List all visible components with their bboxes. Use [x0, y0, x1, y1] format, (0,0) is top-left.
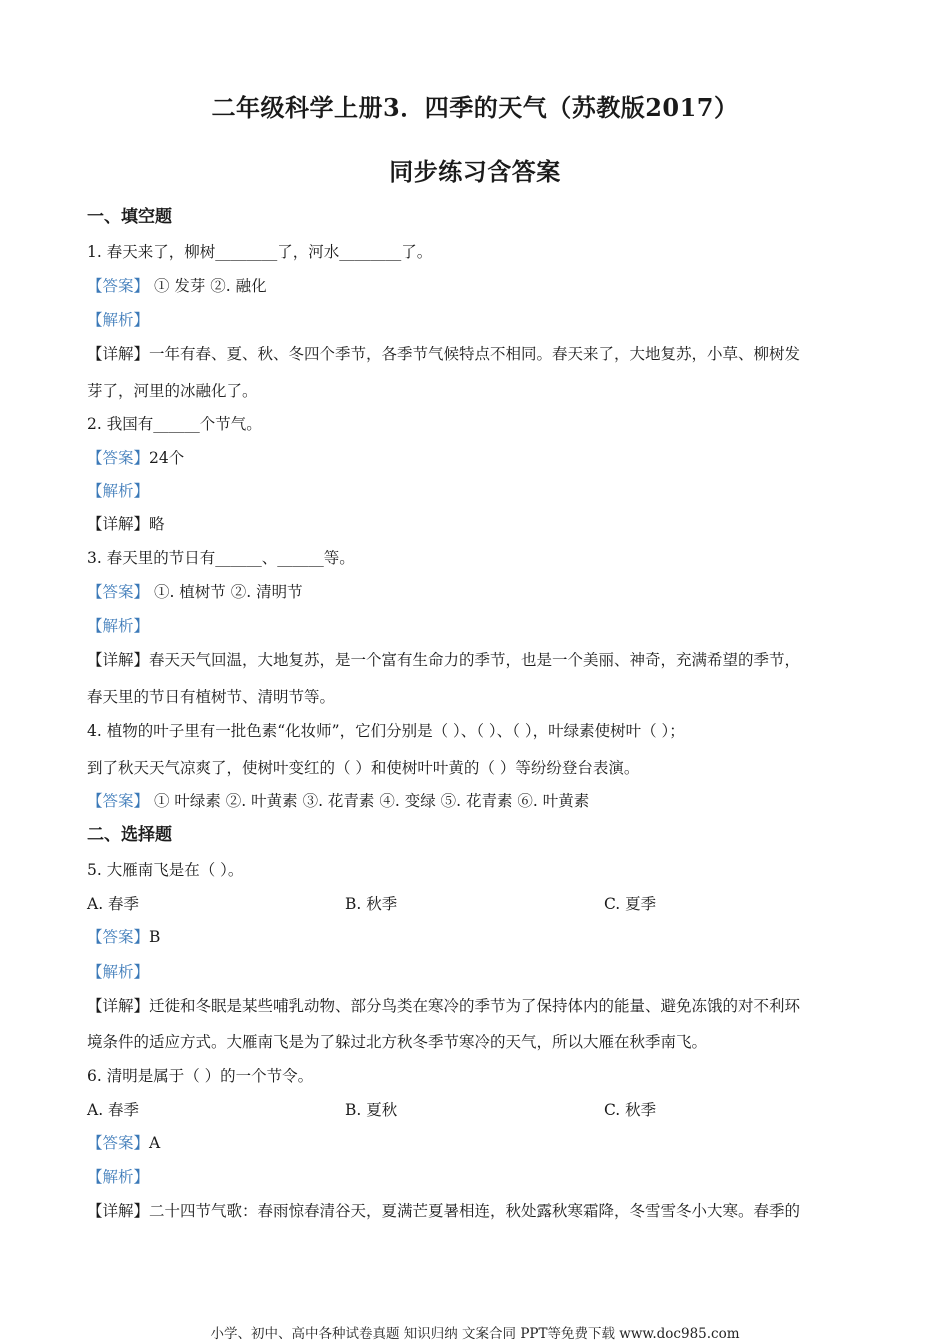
answer-text: ① 叶绿素 ②. 叶黄素 ③. 花青素 ④. 变绿 ⑤. 花青素 ⑥. 叶黄素: [149, 792, 590, 810]
analysis-5: [87, 962, 877, 982]
choice-a: A. 春季: [87, 1101, 140, 1119]
analysis-tag: 【解析】: [87, 311, 150, 329]
choice-b: B. 秋季: [345, 895, 398, 913]
question-2: 2. 我国有______个节气。: [87, 415, 262, 433]
section-heading-fill-blank: 一、填空题: [87, 207, 172, 227]
analysis-2: [87, 481, 877, 501]
question-6: 6. 清明是属于（ ）的一个节令。: [87, 1067, 314, 1085]
detail-5-line-2: 境条件的适应方式。大雁南飞是为了躲过北方秋冬季节寒冷的天气，所以大雁在秋季南飞。: [87, 1033, 708, 1051]
analysis-3: [87, 616, 877, 636]
detail-6-line-1: [87, 1201, 877, 1221]
question-4-line-2: 到了秋天天气凉爽了，使树叶变红的（ ）和使树叶叶黄的（ ）等纷纷登台表演。: [87, 759, 640, 777]
question-3: 3. 春天里的节日有______、______等。: [87, 549, 355, 567]
answer-text: ① 发芽 ②. 融化: [149, 277, 267, 295]
detail-text: 略: [149, 515, 165, 533]
answer-text: B: [149, 928, 161, 946]
analysis-tag: 【解析】: [87, 617, 150, 635]
analysis-1: [87, 310, 877, 330]
choice-a: A. 春季: [87, 895, 140, 913]
analysis-tag: 【解析】: [87, 1168, 150, 1186]
question-1: 1. 春天来了，柳树________了，河水________了。: [87, 243, 433, 261]
answer-tag: 【答案】: [87, 792, 150, 810]
answer-5: [87, 927, 877, 947]
detail-tag: 【详解】: [87, 651, 150, 669]
footer-watermark: 小学、初中、高中各种试卷真题 知识归纳 文案合同 PPT等免费下载 www.doc985.com: [210, 1326, 740, 1342]
choice-b: B. 夏秋: [345, 1101, 398, 1119]
answer-tag: 【答案】: [87, 583, 150, 601]
detail-tag: 【详解】: [87, 345, 150, 363]
detail-tag: 【详解】: [87, 515, 150, 533]
detail-1-line-1: [87, 344, 877, 364]
document-subtitle: 同步练习含答案: [389, 157, 561, 186]
answer-tag: 【答案】: [87, 449, 150, 467]
detail-text: 春天天气回温，大地复苏，是一个富有生命力的季节，也是一个美丽、神奇，充满希望的季节，: [149, 651, 801, 669]
answer-tag: 【答案】: [87, 1134, 150, 1152]
choice-c: C. 夏季: [604, 895, 657, 913]
analysis-6: [87, 1167, 877, 1187]
answer-tag: 【答案】: [87, 277, 150, 295]
question-4-line-1: 4. 植物的叶子里有一批色素“化妆师”，它们分别是（ ）、（ ）、（ ），叶绿素使树叶（ ）；: [87, 722, 685, 740]
detail-3-line-2: 春天里的节日有植树节、清明节等。: [87, 688, 336, 706]
detail-1-line-2: 芽了，河里的冰融化了。: [87, 382, 258, 400]
choice-c: C. 秋季: [604, 1101, 657, 1119]
answer-text: ①. 植树节 ②. 清明节: [149, 583, 303, 601]
analysis-tag: 【解析】: [87, 482, 150, 500]
document-title: 二年级科学上册3．四季的天气（苏教版2017）: [211, 93, 739, 122]
detail-tag: 【详解】: [87, 997, 150, 1015]
detail-text: 迁徙和冬眠是某些哺乳动物、部分鸟类在寒冷的季节为了保持体内的能量、避免冻饿的对不利环: [149, 997, 801, 1015]
answer-2: [87, 448, 877, 468]
detail-tag: 【详解】: [87, 1202, 150, 1220]
question-5: 5. 大雁南飞是在（ ）。: [87, 861, 244, 879]
detail-text: 二十四节气歌：春雨惊春清谷天，夏满芒夏暑相连，秋处露秋寒霜降，冬雪雪冬小大寒。春季的: [149, 1202, 801, 1220]
answer-3: [87, 582, 877, 602]
section-heading-multiple-choice: 二、选择题: [87, 825, 172, 845]
answer-tag: 【答案】: [87, 928, 150, 946]
detail-5-line-1: [87, 996, 877, 1016]
answer-text: 24个: [149, 449, 185, 467]
analysis-tag: 【解析】: [87, 963, 150, 981]
answer-1: [87, 276, 877, 296]
detail-2: [87, 514, 877, 534]
detail-text: 一年有春、夏、秋、冬四个季节，各季节气候特点不相同。春天来了，大地复苏，小草、柳树发: [149, 345, 801, 363]
answer-6: [87, 1133, 877, 1153]
answer-4: [87, 791, 877, 811]
detail-3-line-1: [87, 650, 877, 670]
answer-text: A: [149, 1134, 161, 1152]
